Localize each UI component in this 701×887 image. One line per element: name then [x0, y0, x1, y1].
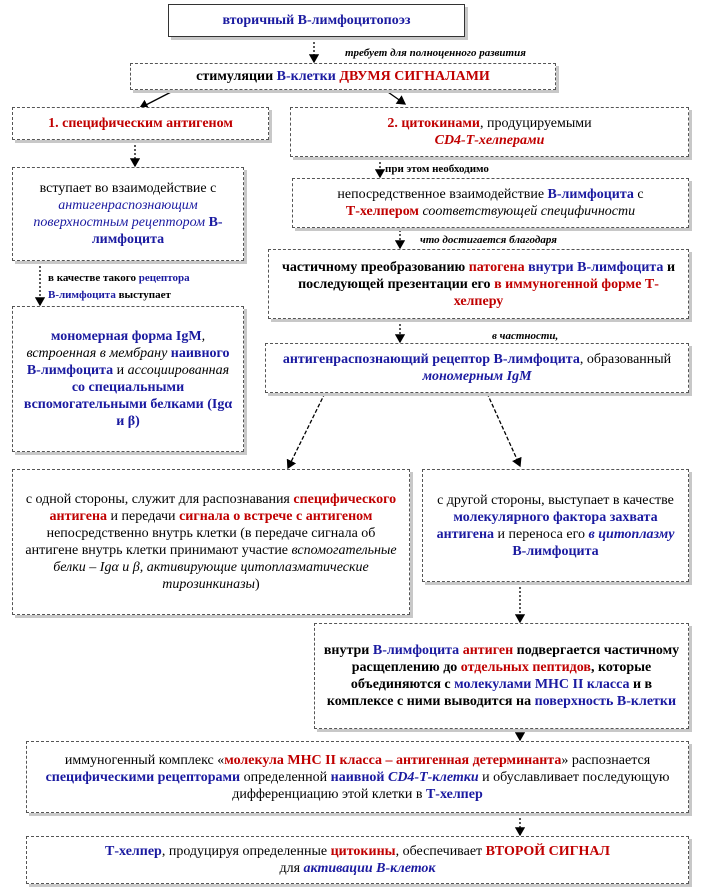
- box13-t1: иммуногенный комплекс «: [64, 752, 225, 768]
- arrow-9-10: [288, 393, 325, 468]
- box10-t2: специфического антигена: [49, 492, 397, 524]
- box11-t4: в цитоплазму: [588, 526, 675, 542]
- box6-t4: Т-хелпером: [345, 204, 419, 219]
- box12-t8: молекулами МНС II класса: [454, 677, 630, 692]
- box6-t2: В-лимфоцита: [547, 187, 634, 202]
- box12-t9: и в комплексе с ними выводится на: [326, 677, 653, 709]
- box10-t7: вспомогательные белки – Igα и β, активирующие цитоплазматические тирозинкиназы: [53, 543, 397, 592]
- box1-text: вторичный В-лимфоцитопоэз: [222, 13, 411, 28]
- box13-t2: молекула МНС II класса – антигенная детерминанта: [224, 752, 562, 768]
- box-interaction-receptor: [12, 167, 244, 261]
- label-in-particular: в частности,: [492, 330, 559, 342]
- label-necessary: при этом необходимо: [385, 163, 489, 175]
- box2-t3: ДВУМЯ СИГНАЛАМИ: [335, 69, 490, 84]
- box12-t5: подвергается частичному расщеплению до: [351, 643, 680, 675]
- box-antigen-receptor: [265, 343, 689, 393]
- box13-t5: определенной: [240, 769, 331, 785]
- box6-t5: соответствующей специфичности: [418, 204, 636, 219]
- label-requires: требует для полноценного развития: [345, 47, 526, 59]
- box5-t3: В-лимфоцита: [91, 215, 223, 247]
- box7-t4: и последующей презентации его: [298, 259, 676, 292]
- box-partial-transformation: [268, 249, 689, 319]
- box5-t1: вступает во взаимодействие с: [39, 181, 217, 196]
- box13-t9: и обуславливает последующую дифференциацию этой клетки в: [232, 769, 670, 802]
- box14-t2: , продуцируя определенные: [161, 844, 331, 859]
- box10-t6: (в передаче сигнала об антигене внутрь клетки принимают участие: [25, 526, 376, 558]
- box-other-side: [422, 469, 689, 582]
- box12-t1: внутри: [323, 643, 373, 658]
- box14-t3: цитокины: [330, 844, 396, 859]
- box4-t1: 2. цитокинами: [387, 116, 480, 131]
- box9-t3: мономерным IgM: [422, 369, 532, 384]
- box8-t1: мономерная форма IgM: [50, 329, 202, 344]
- box7-t5: в иммуногенной форме Т-хелперу: [453, 276, 659, 309]
- box8-t2: , встроенная в мембрану: [26, 329, 206, 361]
- box10-t5: непосредственно внутрь клетки: [46, 526, 237, 541]
- box12-t7: , которые объединяются с: [350, 660, 652, 692]
- box14-t1: Т-хелпер: [105, 844, 162, 859]
- box10-t1: с одной стороны, служит для распознавания: [25, 492, 294, 507]
- box13-t8: CD4-Т-клетки: [387, 769, 479, 785]
- box8-t3: наивного В-лимфоцита: [26, 346, 230, 378]
- box11-t3: и переноса его: [494, 526, 589, 542]
- box7-t2: патогена: [468, 259, 525, 275]
- box-secondary-lymphopoiesis: [168, 4, 465, 37]
- box3-text: 1. специфическим антигеном: [48, 116, 233, 131]
- box12-t6: отдельных пептидов: [460, 660, 591, 675]
- arrow-2-4: [385, 90, 405, 104]
- box-immunogenic-complex: [26, 741, 689, 813]
- box12-t2: В-лимфоцита: [372, 643, 460, 658]
- arrow-9-11: [487, 393, 520, 466]
- box2-t2: В-клетки: [276, 69, 336, 84]
- box13-t4: специфическими рецепторами: [45, 769, 241, 785]
- box9-t2: , образованный: [579, 352, 672, 367]
- label2-t4: выступает: [115, 289, 171, 301]
- box8-t4: и: [113, 363, 128, 378]
- box6-t3: с: [633, 187, 644, 202]
- box14-t4: , обеспечивает: [395, 844, 486, 859]
- box10-t8: ): [255, 577, 260, 592]
- box-signal-antigen: [12, 107, 269, 140]
- box5-t2: антигенраспознающим поверхностным рецептором: [33, 198, 206, 230]
- box2-t1: стимуляции: [196, 69, 277, 84]
- box4-t2: , продуцируемыми: [479, 116, 592, 131]
- box10-t4: сигнала о встрече с антигеном: [179, 509, 373, 524]
- label2-t3: В-лимфоцита: [48, 289, 116, 301]
- box14-t6: для: [279, 861, 304, 876]
- box13-t3: » распознается: [561, 752, 651, 768]
- box7-t1: частичному преобразованию: [281, 259, 469, 275]
- box-antigen-processing: [314, 623, 689, 729]
- box10-t3: и передачи: [107, 509, 180, 524]
- box4-t3: CD4-Т-хелперами: [434, 133, 545, 148]
- box14-t7: активации В-клеток: [303, 861, 436, 876]
- box8-t5: ассоциированная: [127, 363, 230, 378]
- label2-t1: в качестве такого: [48, 272, 139, 284]
- box8-t6: со специальными вспомогательными белками (Igα и β): [23, 380, 233, 429]
- box11-t5: В-лимфоцита: [512, 543, 599, 559]
- label-receptor-role: [48, 270, 190, 304]
- box12-t4: антиген: [462, 643, 514, 658]
- box12-t10: поверхность В-клетки: [534, 694, 677, 709]
- box13-t10: Т-хелпер: [425, 786, 483, 802]
- box-two-signals: [130, 63, 556, 90]
- box6-t1: непосредственное взаимодействие: [337, 187, 548, 202]
- box11-t1: с другой стороны, выступает в качестве: [437, 492, 674, 508]
- box7-t3: внутри В-лимфоцита: [524, 259, 664, 275]
- label-achieved-by: что достигается благодаря: [420, 234, 557, 246]
- box9-t1: антигенраспознающий рецептор В-лимфоцита: [282, 352, 580, 367]
- box14-t5: ВТОРОЙ СИГНАЛ: [485, 844, 610, 859]
- box-direct-interaction: [292, 178, 689, 228]
- box-second-signal: [26, 836, 689, 884]
- box11-t2: молекулярного фактора захвата антигена: [436, 509, 658, 542]
- box13-t6: наивной: [330, 769, 385, 785]
- box-monomeric-igm: [12, 306, 244, 452]
- box-signal-cytokines: [290, 107, 689, 157]
- box-one-side: [12, 469, 410, 615]
- label2-t2: рецептора: [138, 272, 190, 284]
- arrow-2-3: [140, 90, 175, 108]
